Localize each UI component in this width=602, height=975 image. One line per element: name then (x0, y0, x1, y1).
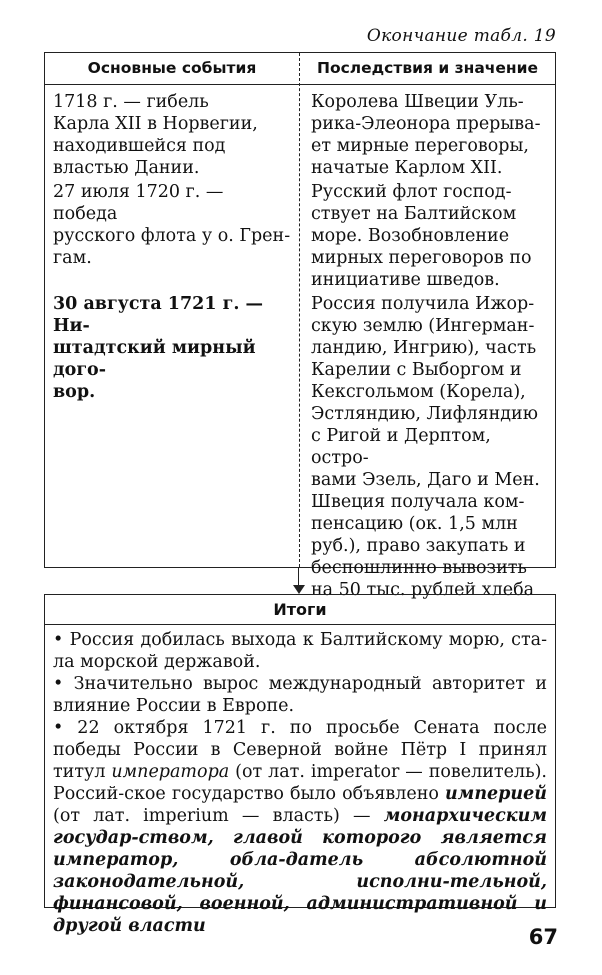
empire-text-c: (от лат. imperium — власть) — (53, 806, 384, 826)
term-imperator: императора (111, 762, 230, 782)
summary-point-sea: • Россия добилась выхода к Балтийскому морю, ста-ла морской державой. (53, 630, 547, 672)
event-cell-1718: 1718 г. — гибель Карла XII в Норвегии, находившейся под властью Дании. (53, 92, 258, 178)
header-consequences: Последствия и значение (316, 59, 539, 77)
table-caption: Окончание табл. 19 (366, 26, 556, 46)
header-events: Основные события (87, 59, 257, 77)
summary-body (53, 629, 547, 937)
summary-point-empire (53, 717, 547, 937)
event-cell-1720: 27 июля 1720 г. — победа русского флота у о. Грен- гам. (53, 182, 291, 268)
table-header-row (45, 53, 555, 85)
column-divider (299, 53, 300, 567)
page-number: 67 (528, 925, 558, 949)
event-cell-1721: 30 августа 1721 г. — Ни- штадтский мирный дого- вор. (53, 294, 264, 402)
summary-point-authority: • Значительно вырос международный авторитет и влияние России в Европе. (53, 674, 547, 716)
arrow-down-icon (293, 585, 305, 594)
summary-title: Итоги (45, 595, 555, 625)
empire-text-a: • 22 октября 1721 г. по просьбе Сената после победы России в Северной войне Пётр I принял титул (53, 718, 547, 782)
empire-text-b: (от лат. imperator — повелитель). Россий-ское государство было объявлено (53, 762, 547, 804)
consequence-cell-1718: Королева Швеции Уль- рика-Элеонора прерыва- ет мирные переговоры, начатые Карлом XII. (311, 92, 541, 178)
monarchy-definition: монархическим государ-ством, главой которого является император, обла-датель абсолютной законодательной, исполни-тельной, финансовой, военной, административной и другой власти (53, 806, 547, 936)
consequence-cell-1720: Русский флот господ- ствует на Балтийском море. Возобновление мирных переговоров по инициативе шведов. (311, 182, 532, 290)
term-empire: империей (444, 784, 547, 804)
summary-box (44, 594, 556, 936)
consequence-cell-1721: Россия получила Ижор- скую землю (Ингерман- ландию, Ингрию), часть Карелии с Выборгом и Кексгольмом (Корела), Эстляндию, Лифляндию с Ригой и Дерптом, остро- вами Эзель, Даго и Мен. Швеция получала ком- пенсацию (ок. 1,5 млн руб.), право закупать и беспошлинно вывозить на 50 тыс. рублей хлеба (311, 294, 540, 600)
events-table (44, 52, 556, 600)
